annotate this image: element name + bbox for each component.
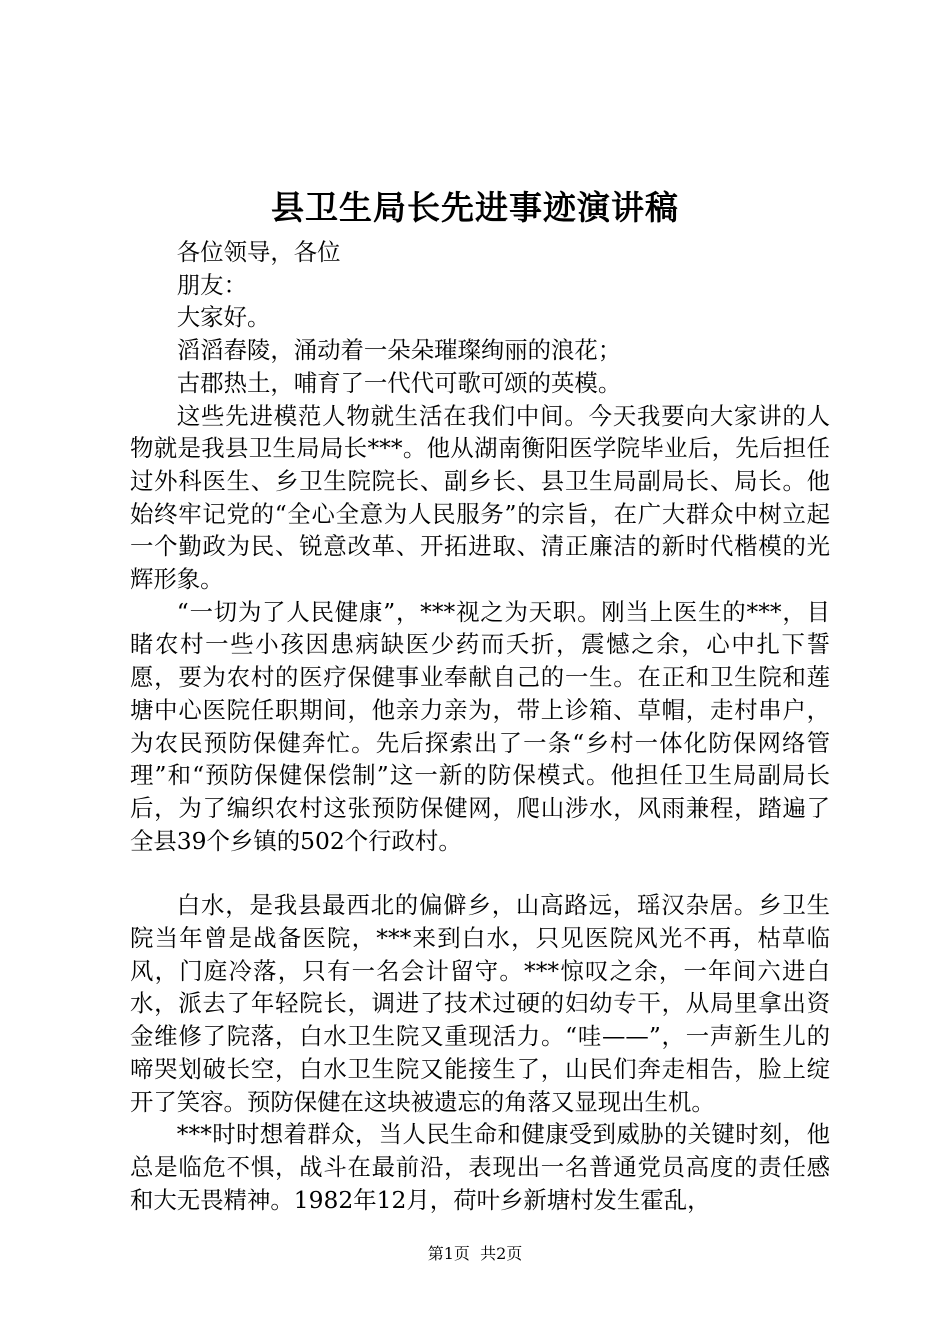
document-body (130, 236, 830, 1216)
paragraph-salutation-1: 各位领导，各位 (176, 238, 341, 266)
paragraph-crisis: ***时时想着群众，当人民生命和健康受到威胁的关键时刻，他总是临危不惧，战斗在最前沿，表现出一名普通党员高度的责任感和大无畏精神。1982年12月，荷叶乡新塘村发生霍乱， (130, 1120, 830, 1214)
paragraph-salutation-2: 朋友： (176, 270, 247, 299)
paragraph-verse-2: 古郡热土，哺育了一代代可歌可颂的英模。 (176, 368, 622, 397)
document-title: 县卫生局长先进事迹演讲稿 (271, 188, 679, 227)
paragraph-verse-1: 滔滔舂陵，涌动着一朵朵璀璨绚丽的浪花； (176, 336, 622, 365)
footer-separator (470, 1244, 480, 1263)
paragraph-introduction: 这些先进模范人物就生活在我们中间。今天我要向大家讲的人物就是我县卫生局局长***。他从湖南衡阳医学院毕业后，先后担任过外科医生、乡卫生院院长、副乡长、县卫生局副局长、局长。他始终牢记党的“全心全意为人民服务”的宗旨，在广大群众中树立起一个勤政为民、锐意改革、开拓进取、清正廉洁的新时代楷模的光辉形象。 (130, 401, 830, 594)
page-total: 共2页 (480, 1244, 523, 1263)
page-number: 第1页 (427, 1244, 470, 1263)
paragraph-health-mission: “一切为了人民健康”，***视之为天职。刚当上医生的***，目睹农村一些小孩因患病缺医少药而夭折，震憾之余，心中扎下誓愿，要为农村的医疗保健事业奉献自己的一生。在正和卫生院和莲塘中心医院任职期间，他亲力亲为，带上诊箱、草帽，走村串户，为农民预防保健奔忙。先后探索出了一条“乡村一体化防保网络管理”和“预防保健保偿制”这一新的防保模式。他担任卫生局副局长后，为了编织农村这张预防保健网，爬山涉水，风雨兼程，踏遍了全县39个乡镇的502个行政村。 (130, 597, 830, 855)
page-footer (0, 1244, 950, 1264)
paragraph-baishui: 白水，是我县最西北的偏僻乡，山高路远，瑶汉杂居。乡卫生院当年曾是战备医院，***来到白水，只见医院风光不再，枯草临风，门庭冷落，只有一名会计留守。***惊叹之余，一年间六进白水，派去了年轻院长，调进了技术过硬的妇幼专干，从局里拿出资金维修了院落，白水卫生院又重现活力。“哇——”，一声新生儿的啼哭划破长空，白水卫生院又能接生了，山民们奔走相告，脸上绽开了笑容。预防保健在这块被遗忘的角落又显现出生机。 (130, 891, 830, 1116)
paragraph-greeting: 大家好。 (176, 303, 271, 332)
